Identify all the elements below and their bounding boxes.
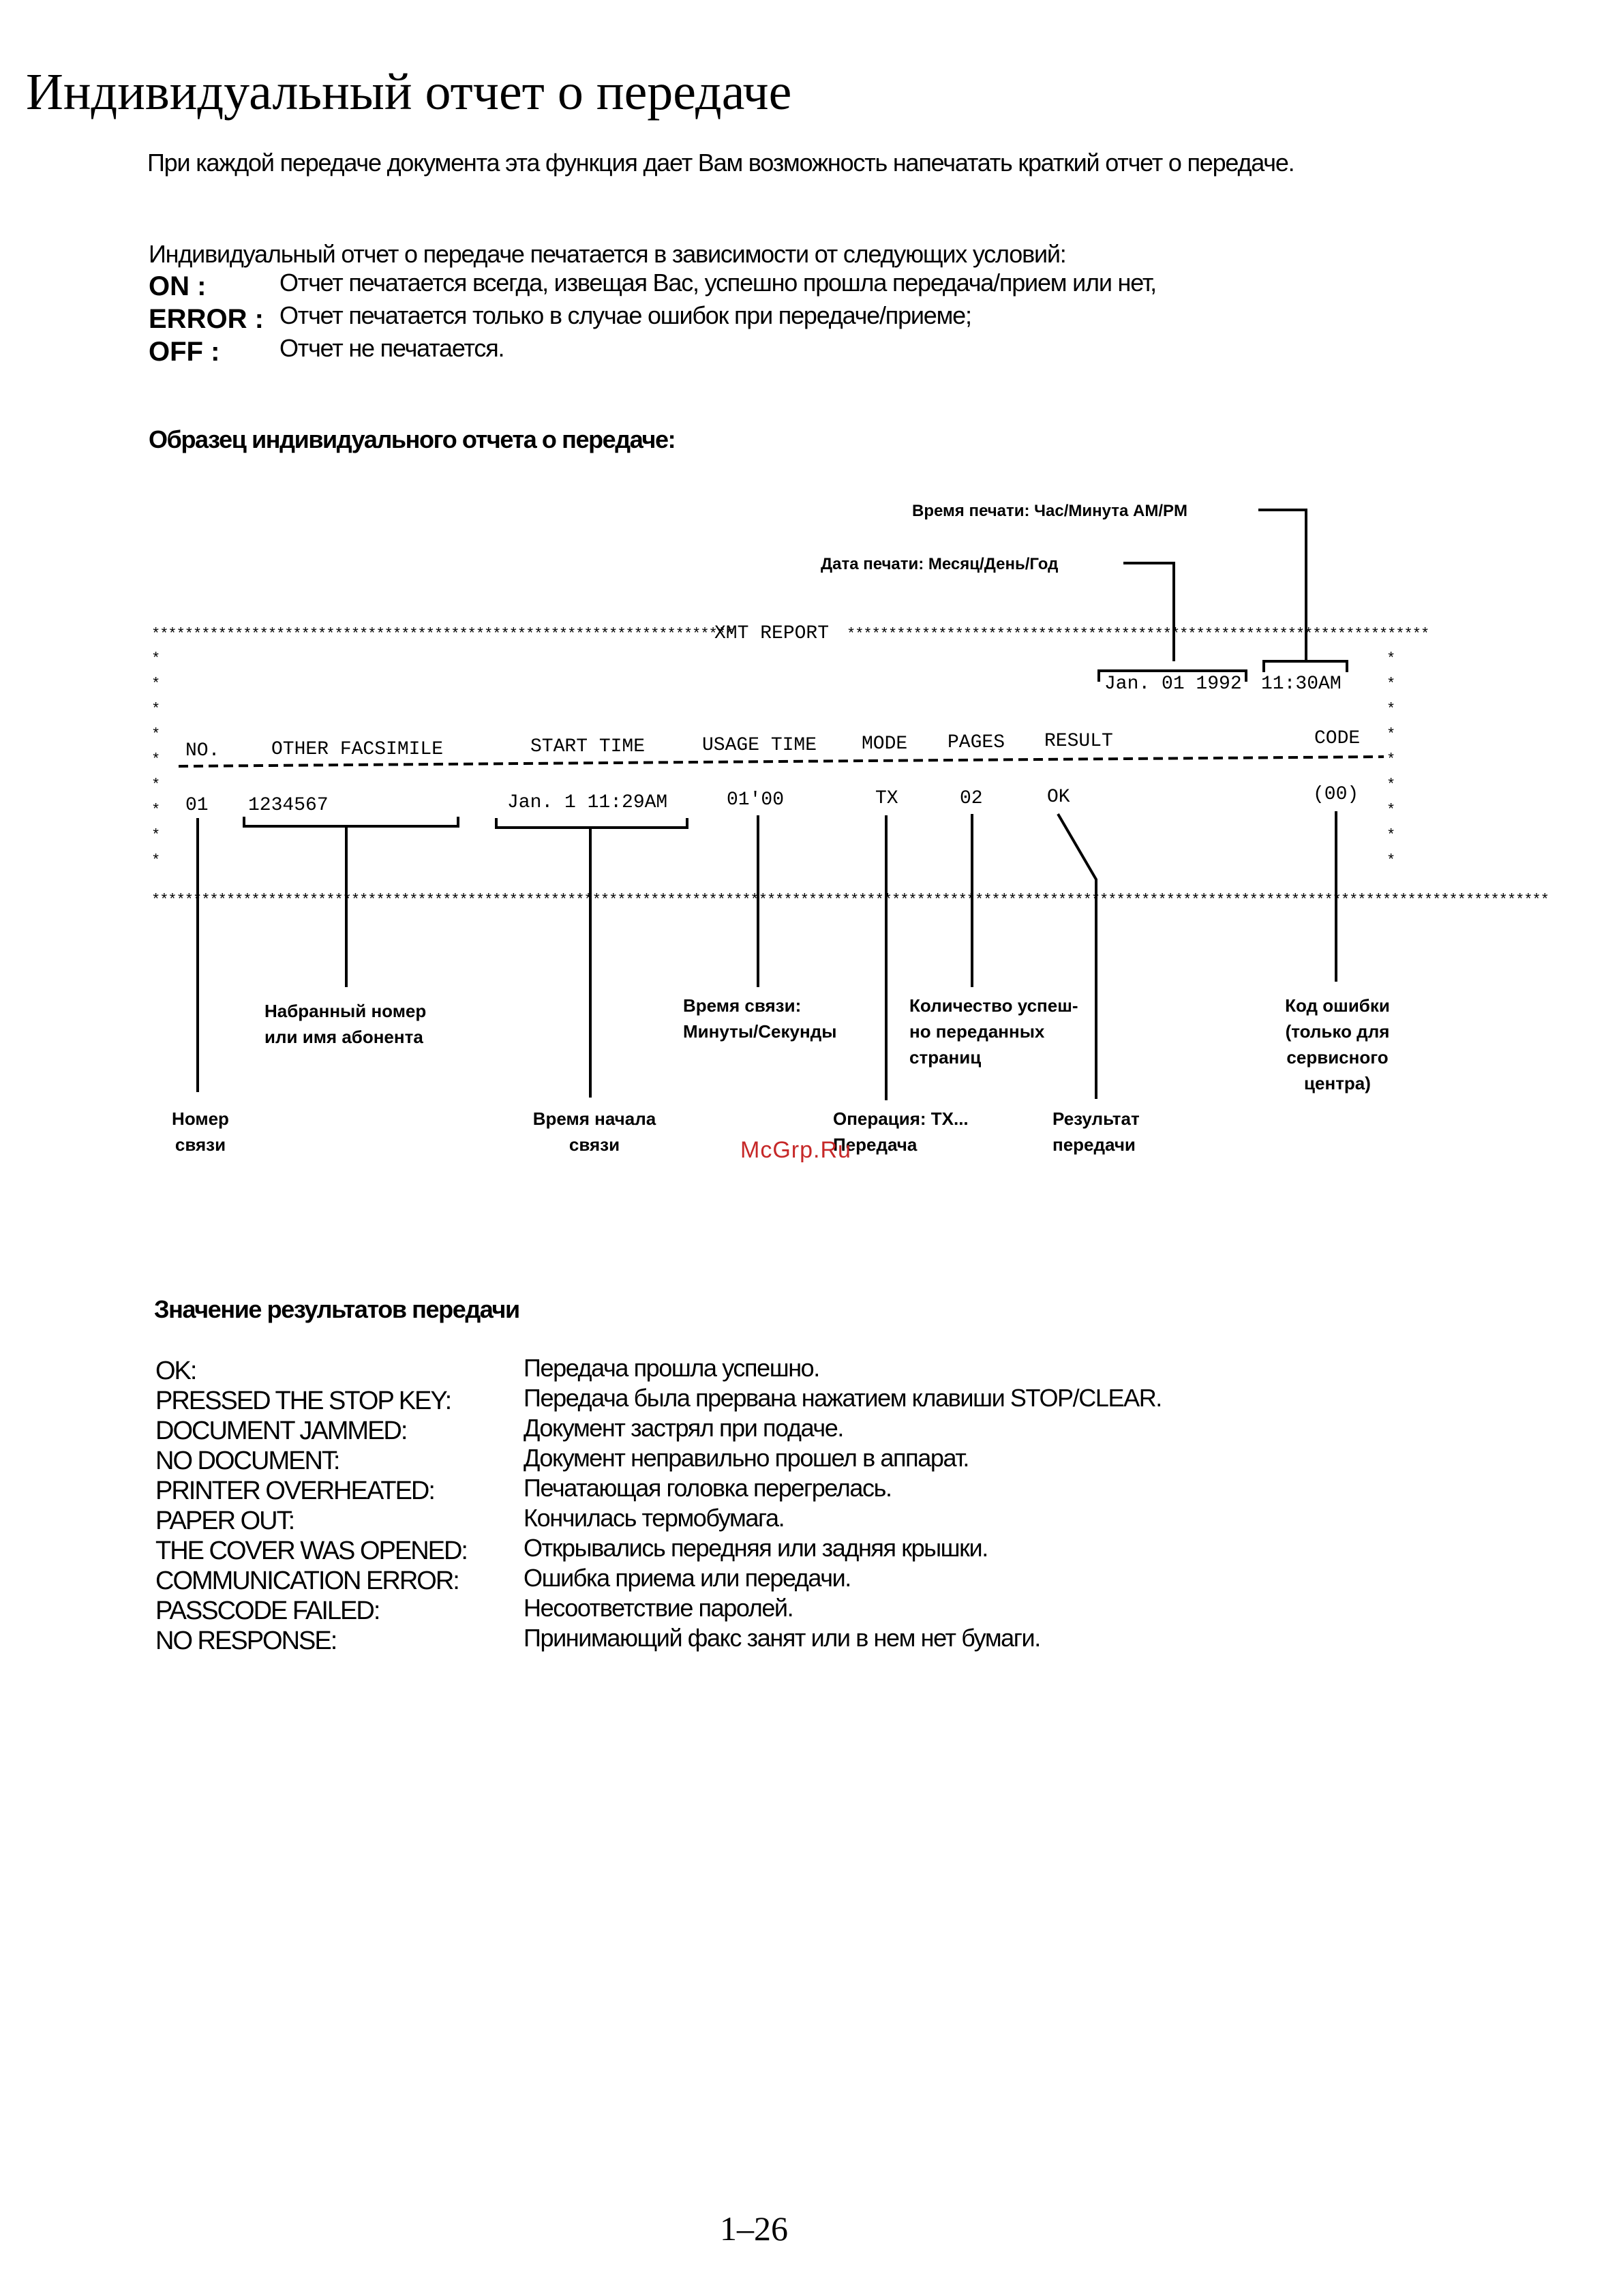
start-time-callout: Время начала связи — [532, 1108, 656, 1155]
comm-number-callout: Номер связи — [172, 1108, 229, 1155]
condition-text-on: Отчет печатается всегда, извещая Вас, успешно прошла передача/прием или нет, — [279, 269, 1156, 297]
report-date: Jan. 01 1992 — [1104, 674, 1242, 695]
result-key-passcode: PASSCODE FAILED: — [155, 1597, 380, 1625]
col-header-mode: MODE — [862, 734, 908, 755]
intro-text: При каждой передаче документа эта функция дает Вам возможность напечатать краткий отчет о передаче. — [147, 149, 1294, 177]
col-header-other-facsimile: OTHER FACSIMILE — [271, 739, 444, 760]
result-value-overheated: Печатающая головка перегрелась. — [524, 1474, 892, 1502]
condition-key-off: OFF : — [149, 337, 220, 367]
row-code: (00) — [1313, 784, 1359, 805]
results-heading: Значение результатов передачи — [154, 1295, 519, 1323]
result-value-ok: Передача прошла успешно. — [524, 1354, 819, 1382]
result-key-jammed: DOCUMENT JAMMED: — [155, 1417, 407, 1445]
col-header-result: RESULT — [1044, 731, 1113, 752]
report-top-border-right: ********************************************************************** — [847, 626, 1429, 643]
condition-text-off: Отчет не печатается. — [279, 334, 504, 362]
result-value-stop: Передача была прервана нажатием клавиши STOP/CLEAR. — [524, 1384, 1162, 1412]
col-header-usage-time: USAGE TIME — [702, 735, 817, 756]
print-date-callout: Дата печати: Месяц/День/Год — [821, 555, 1059, 573]
result-value-passcode: Несоответствие паролей. — [524, 1594, 793, 1622]
condition-text-error: Отчет печатается только в случае ошибок при передаче/приеме; — [279, 301, 971, 329]
page-title: Индивидуальный отчет о передаче — [26, 63, 792, 121]
row-usage-time: 01'00 — [727, 789, 785, 811]
result-callout: Результат передачи — [1052, 1108, 1140, 1155]
result-key-overheated: PRINTER OVERHEATED: — [155, 1477, 434, 1505]
report-top-border-left: ********************************************************************** — [151, 626, 734, 643]
row-pages: 02 — [960, 788, 983, 809]
result-key-stop: PRESSED THE STOP KEY: — [155, 1387, 451, 1415]
pages-count-callout: Количество успеш-но переданных страниц — [909, 995, 1078, 1068]
operation-callout: Операция: TX... Передача — [833, 1108, 969, 1155]
row-result: OK — [1047, 787, 1070, 808]
result-value-jammed: Документ застрял при подаче. — [524, 1414, 844, 1442]
result-key-no-document: NO DOCUMENT: — [155, 1447, 339, 1475]
print-time-callout: Время печати: Час/Минута AM/PM — [912, 502, 1188, 520]
error-code-callout: Код ошибки (только для сервисного центра) — [1285, 995, 1390, 1093]
row-mode: TX — [875, 788, 898, 809]
result-value-comm-error: Ошибка приема или передачи. — [524, 1564, 851, 1592]
page-number: 1–26 — [720, 2209, 788, 2248]
result-value-cover-opened: Открывались передняя или задняя крышки. — [524, 1534, 988, 1562]
result-value-no-document: Документ неправильно прошел в аппарат. — [524, 1444, 969, 1472]
result-key-cover-opened: THE COVER WAS OPENED: — [155, 1537, 467, 1565]
result-value-paper-out: Кончилась термобумага. — [524, 1504, 785, 1532]
report-left-border: * * * * * * * * * — [151, 650, 160, 869]
result-value-no-response: Принимающий факс занят или в нем нет бумаги. — [524, 1624, 1040, 1652]
condition-key-error: ERROR : — [149, 304, 264, 334]
comm-time-callout: Время связи: Минуты/Секунды — [683, 995, 837, 1042]
row-no: 01 — [185, 795, 209, 816]
report-banner: XMT REPORT — [714, 623, 830, 644]
result-key-comm-error: COMMUNICATION ERROR: — [155, 1567, 459, 1595]
watermark: McGrp.Ru — [740, 1137, 851, 1163]
conditions-intro: Индивидуальный отчет о передаче печатается в зависимости от следующих условий: — [149, 240, 1066, 268]
report-right-border: * * * * * * * * * — [1387, 650, 1395, 869]
col-header-no: NO. — [185, 740, 220, 761]
result-key-paper-out: PAPER OUT: — [155, 1507, 294, 1535]
condition-key-on: ON : — [149, 271, 207, 301]
sample-heading: Образец индивидуального отчета о передаче: — [149, 425, 676, 453]
dialed-number-callout: Набранный номер или имя абонента — [264, 1001, 427, 1047]
col-header-code: CODE — [1314, 728, 1361, 749]
report-time: 11:30AM — [1261, 674, 1342, 695]
col-header-start-time: START TIME — [530, 736, 646, 757]
result-key-ok: OK: — [155, 1357, 196, 1385]
report-bottom-border: ************************************************************************************************************************************************************************ — [151, 892, 1549, 909]
row-other-facsimile: 1234567 — [248, 795, 329, 816]
col-header-pages: PAGES — [948, 732, 1005, 753]
result-key-no-response: NO RESPONSE: — [155, 1627, 337, 1655]
row-start-time: Jan. 1 11:29AM — [507, 792, 668, 813]
